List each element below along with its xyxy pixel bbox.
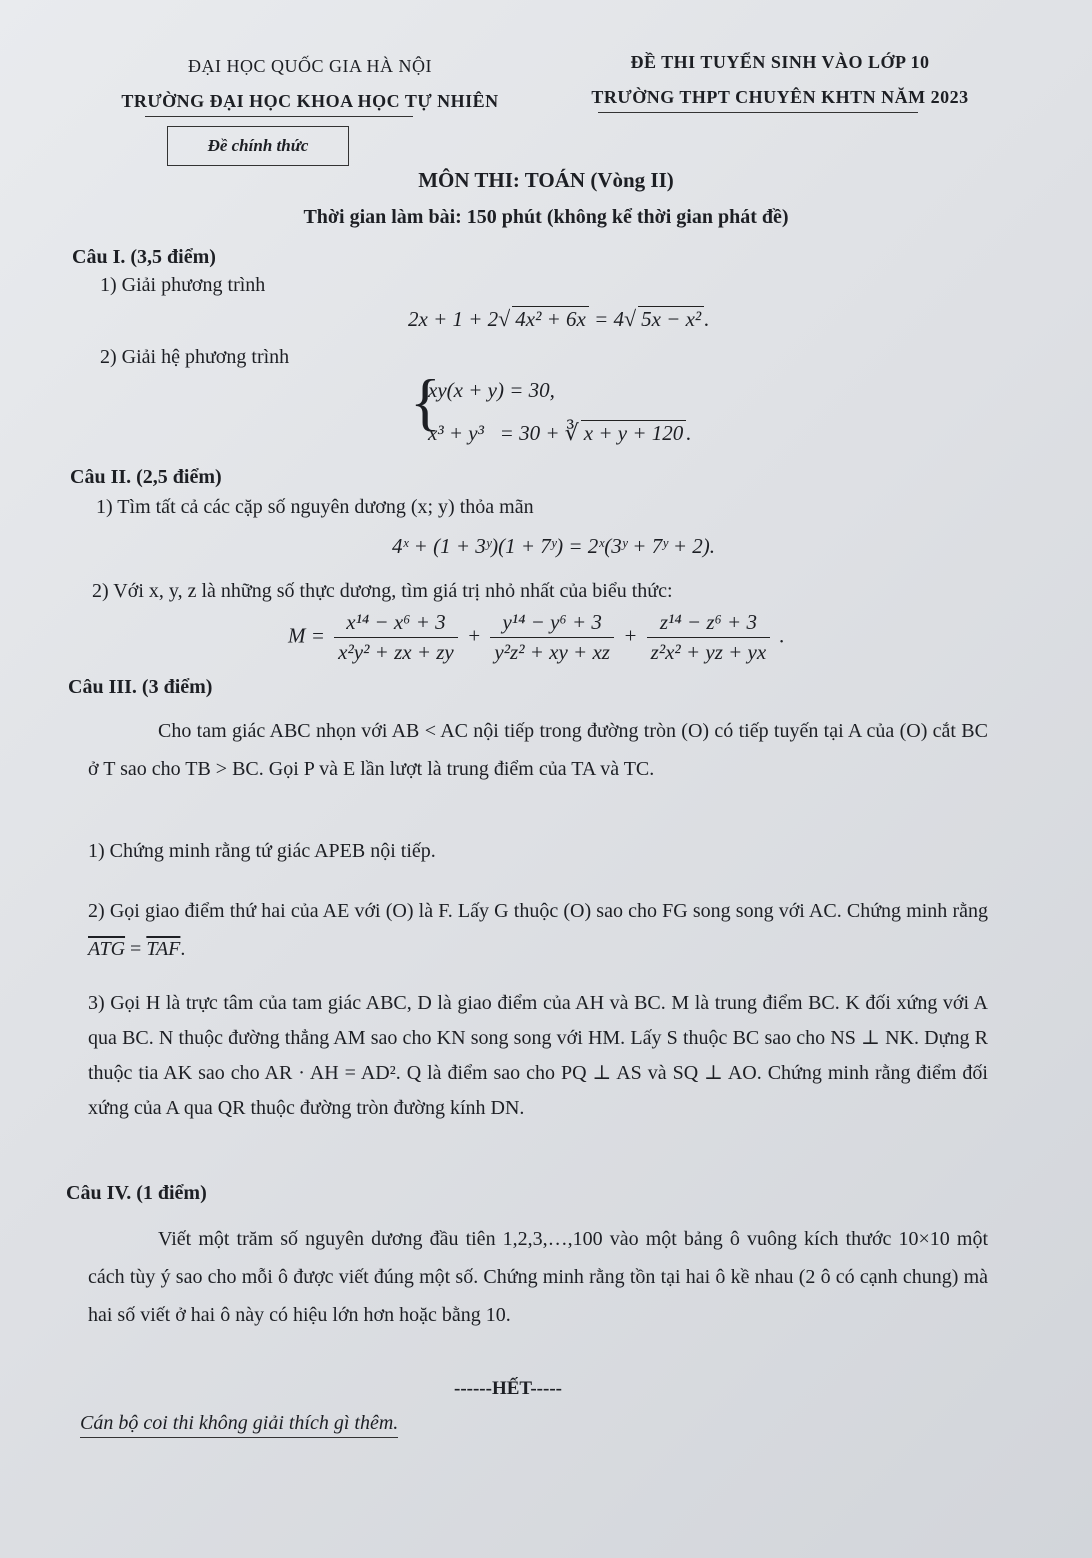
period: . — [180, 938, 186, 960]
header-right — [560, 52, 1000, 108]
q1-part2: 2) Giải hệ phương trình — [100, 346, 290, 368]
eq1-radicand-2: 5x − x² — [638, 306, 704, 332]
period: . — [779, 623, 785, 648]
q3-part3: 3) Gọi H là trực tâm của tam giác ABC, D là giao điểm của AH và BC. M là trung điểm BC. K đối xứng với A qua BC. N thuộc đường thẳng AM sao cho KN song song với HM. Lấy S thuộc BC sao cho NS ⊥ NK. Dựng R thuộc tia AK sao cho AR · AH = AD². Q là điểm sao cho PQ ⊥ AS và SQ ⊥ AO. Chứng minh rằng điểm đối xứng của A qua QR thuộc đường tròn đường kính DN. — [88, 992, 988, 1119]
fraction-1-denominator: x²y² + zx + zy — [338, 640, 454, 664]
system-line-1: xy(x + y) = 30, — [428, 378, 555, 402]
q1-equation — [408, 306, 709, 332]
fraction-1-numerator: x¹⁴ − x⁶ + 3 — [334, 610, 458, 638]
footnote: Cán bộ coi thi không giải thích gì thêm. — [80, 1412, 398, 1438]
fraction-1 — [334, 610, 458, 665]
q2-part2: 2) Với x, y, z là những số thực dương, tìm giá trị nhỏ nhất của biểu thức: — [92, 580, 673, 602]
plus-sign: + — [466, 623, 482, 648]
q2-expression — [288, 610, 785, 665]
fraction-2-numerator: y¹⁴ − y⁶ + 3 — [490, 610, 614, 638]
time-limit: Thời gian làm bài: 150 phút (không kể thời gian phát đề) — [303, 206, 789, 228]
subject-title: MÔN THI: TOÁN (Vòng II) — [418, 168, 674, 192]
system-line-2 — [428, 420, 692, 446]
end-marker: ------HẾT----- — [454, 1378, 562, 1399]
q1-title: Câu I. (3,5 điểm) — [72, 246, 216, 268]
equals: = — [125, 938, 147, 960]
plus-sign: + — [623, 623, 638, 648]
header-right-rule — [598, 112, 918, 113]
header-left — [70, 56, 550, 112]
m-lhs: M = — [288, 623, 325, 648]
official-label: Đề chính thức — [167, 126, 349, 166]
eq1-part-c: = 4 — [588, 307, 625, 331]
fraction-3 — [647, 610, 771, 665]
fraction-2 — [490, 610, 614, 665]
q3-part1: 1) Chứng minh rằng tứ giác APEB nội tiếp. — [88, 840, 436, 862]
fraction-3-denominator: z²x² + yz + yx — [650, 640, 767, 664]
eq1-radicand-1: 4x² + 6x — [512, 306, 589, 332]
exam-school-year: TRƯỜNG THPT CHUYÊN KHTN NĂM 2023 — [591, 87, 969, 107]
sys2-part-c: . — [686, 421, 692, 445]
sqrt-symbol: √ — [498, 306, 511, 331]
fraction-2-denominator: y²z² + xy + xz — [494, 640, 610, 664]
eq1-part-a: 2x + 1 + 2 — [408, 307, 499, 331]
sys2-radicand: x + y + 120 — [581, 420, 686, 446]
exam-title: ĐỀ THI TUYỂN SINH VÀO LỚP 10 — [630, 52, 930, 72]
sqrt-symbol: √ — [624, 306, 637, 331]
q2-title: Câu II. (2,5 điểm) — [70, 466, 222, 488]
q2-part1: 1) Tìm tất cả các cặp số nguyên dương (x; y) thỏa mãn — [96, 496, 534, 518]
q3-part2 — [88, 892, 988, 968]
university-name: ĐẠI HỌC QUỐC GIA HÀ NỘI — [188, 56, 432, 76]
school-name: TRƯỜNG ĐẠI HỌC KHOA HỌC TỰ NHIÊN — [121, 91, 499, 111]
q4-text: Viết một trăm số nguyên dương đầu tiên 1,2,3,…,100 vào một bảng ô vuông kích thước 10×10 một cách tùy ý sao cho mỗi ô được viết đúng một số. Chứng minh rằng tồn tại hai ô kề nhau (2 ô có cạnh chung) mà hai số viết ở hai ô này có hiệu lớn hơn hoặc bằng 10. — [88, 1228, 988, 1326]
cbrt-symbol: ∛ — [564, 420, 579, 445]
q3-title: Câu III. (3 điểm) — [68, 676, 213, 698]
header-left-rule — [145, 116, 413, 117]
q3-part2-text: 2) Gọi giao điểm thứ hai của AE với (O) là F. Lấy G thuộc (O) sao cho FG song song với AC. Chứng minh rằng — [88, 900, 988, 922]
q4-title: Câu IV. (1 điểm) — [66, 1182, 207, 1204]
q1-part1: 1) Giải phương trình — [100, 274, 266, 296]
q2-equation: 4ˣ + (1 + 3ʸ)(1 + 7ʸ) = 2ˣ(3ʸ + 7ʸ + 2). — [392, 534, 715, 558]
sys2-part-a: x³ + y³ = 30 + — [428, 421, 565, 445]
eq1-part-e: . — [704, 307, 710, 331]
q3-intro: Cho tam giác ABC nhọn với AB < AC nội tiếp trong đường tròn (O) có tiếp tuyến tại A của (O) cắt BC ở T sao cho TB > BC. Gọi P và E lần lượt là trung điểm của TA và TC. — [88, 720, 988, 780]
system-brace: { — [410, 366, 441, 437]
fraction-3-numerator: z¹⁴ − z⁶ + 3 — [647, 610, 771, 638]
angle-taf: $\overline{TAF}$ — [146, 938, 181, 960]
angle-atg: $\overline{ATG}$ — [88, 938, 126, 960]
